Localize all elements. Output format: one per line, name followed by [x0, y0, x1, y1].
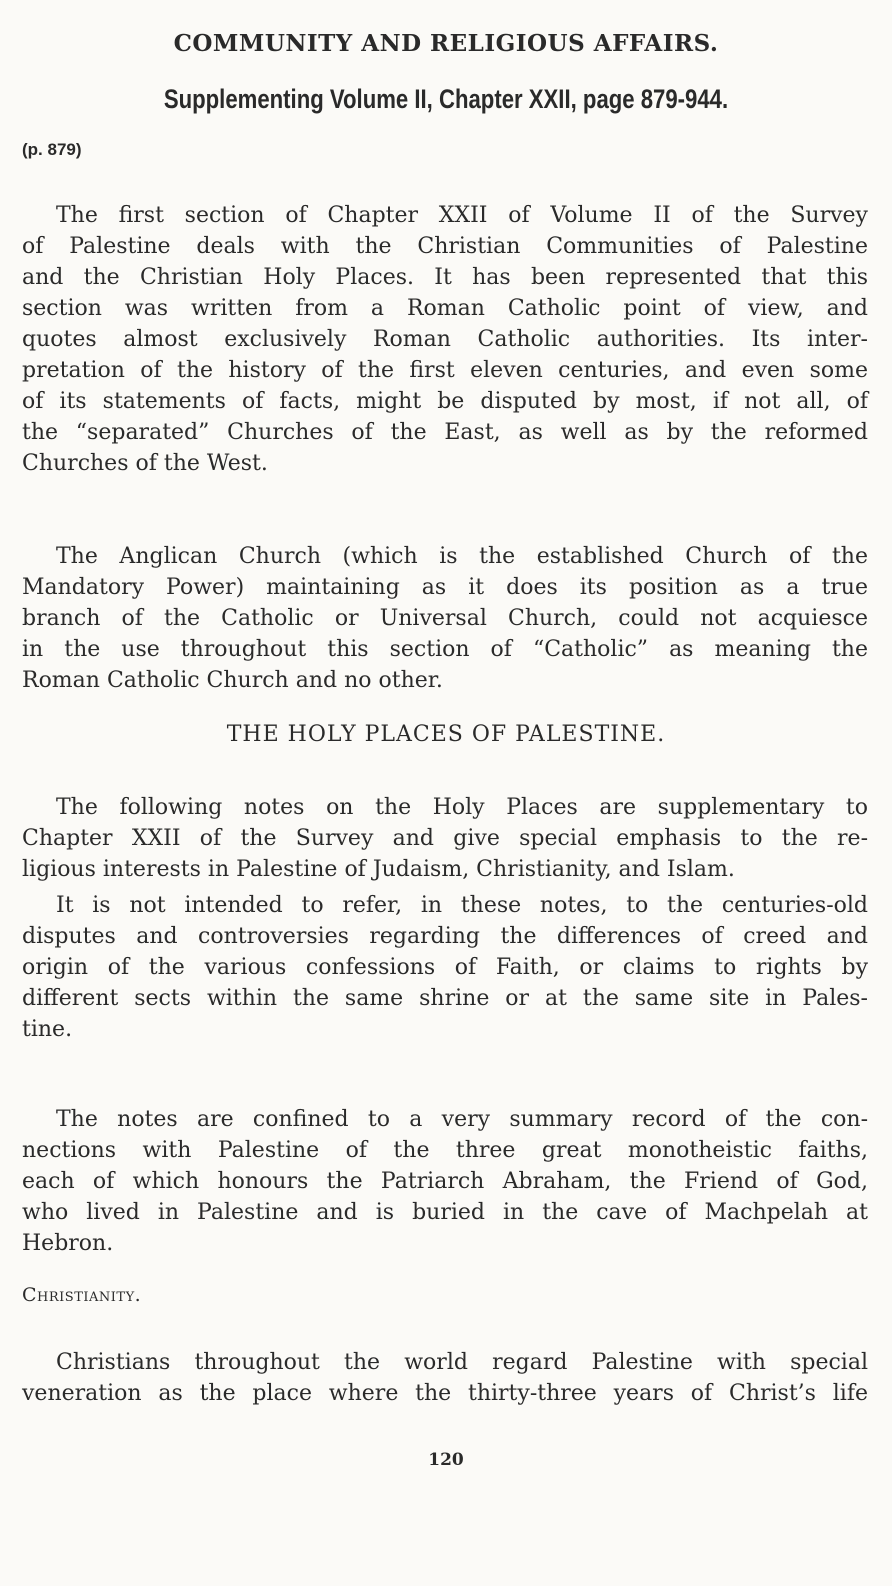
- text-line: in the use throughout this section of “Catholic” as meaning the: [22, 637, 868, 662]
- text-line: tine.: [22, 1017, 73, 1042]
- text-line: nections with Palestine of the three great monotheistic faiths,: [22, 1138, 868, 1163]
- text-line: each of which honours the Patriarch Abraham, the Friend of God,: [22, 1169, 868, 1194]
- document-title: COMMUNITY AND RELIGIOUS AFFAIRS.: [173, 30, 719, 57]
- paragraph: [22, 200, 868, 479]
- paragraph: [22, 1347, 868, 1409]
- text-line: Hebron.: [22, 1231, 114, 1256]
- document-subtitle: Supplementing Volume II, Chapter XXII, page 879-944.: [163, 84, 729, 114]
- text-line: and the Christian Holy Places. It has been represented that this: [22, 265, 868, 290]
- text-line: section was written from a Roman Catholic point of view, and: [22, 296, 868, 321]
- text-line: The notes are confined to a very summary record of the con-: [56, 1107, 868, 1132]
- page-reference: (p. 879): [22, 140, 82, 159]
- text-line: pretation of the history of the first eleven centuries, and even some: [22, 358, 868, 383]
- paragraph: [22, 541, 868, 696]
- paragraph: [22, 890, 868, 1045]
- text-line: Roman Catholic Church and no other.: [22, 668, 443, 693]
- text-line: quotes almost exclusively Roman Catholic authorities. Its inter-: [22, 327, 868, 352]
- text-line: the “separated” Churches of the East, as well as by the reformed: [22, 420, 868, 445]
- section-heading-christianity: Christianity.: [22, 1284, 142, 1306]
- text-line: branch of the Catholic or Universal Church, could not acquiesce: [22, 606, 868, 631]
- text-line: of Palestine deals with the Christian Communities of Palestine: [22, 234, 868, 259]
- text-line: Chapter XXII of the Survey and give special emphasis to the re-: [22, 826, 868, 851]
- page-number: 120: [428, 1450, 464, 1470]
- text-line: of its statements of facts, might be disputed by most, if not all, of: [22, 389, 868, 414]
- text-line: who lived in Palestine and is buried in the cave of Machpelah at: [22, 1200, 868, 1225]
- text-line: disputes and controversies regarding the differences of creed and: [22, 924, 868, 949]
- text-line: origin of the various confessions of Faith, or claims to rights by: [22, 955, 868, 980]
- paragraph: [22, 1104, 868, 1259]
- text-line: It is not intended to refer, in these notes, to the centuries-old: [56, 893, 868, 918]
- text-line: The Anglican Church (which is the established Church of the: [56, 544, 868, 569]
- text-line: Mandatory Power) maintaining as it does its position as a true: [22, 575, 868, 600]
- text-line: Christians throughout the world regard Palestine with special: [56, 1350, 868, 1375]
- text-line: The following notes on the Holy Places are supplementary to: [56, 795, 868, 820]
- text-line: Churches of the West.: [22, 451, 268, 476]
- text-line: veneration as the place where the thirty-three years of Christ’s life: [22, 1381, 868, 1406]
- text-line: ligious interests in Palestine of Judaism, Christianity, and Islam.: [22, 857, 735, 882]
- section-heading-holy-places: THE HOLY PLACES OF PALESTINE.: [226, 722, 666, 747]
- text-line: The first section of Chapter XXII of Volume II of the Survey: [56, 203, 868, 228]
- text-line: different sects within the same shrine or at the same site in Pales-: [22, 986, 868, 1011]
- paragraph: [22, 792, 868, 885]
